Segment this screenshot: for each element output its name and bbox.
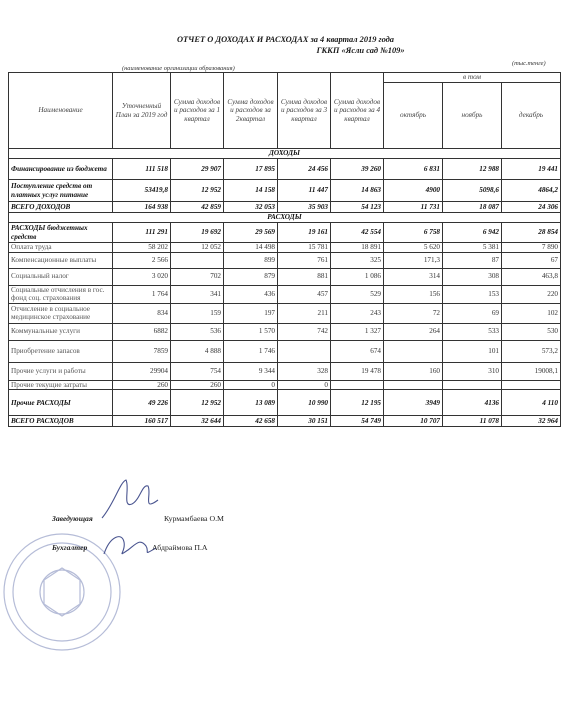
col-header-including: в том bbox=[384, 73, 561, 83]
cell-dec: 19 441 bbox=[502, 159, 561, 180]
cell-q1: 260 bbox=[171, 380, 224, 390]
cell-oct: 160 bbox=[384, 362, 443, 380]
title-line-2: ГККП «Ясли сад №109» bbox=[316, 46, 405, 55]
cell-oct: 156 bbox=[384, 285, 443, 303]
cell-nov: 533 bbox=[443, 323, 502, 340]
table-row bbox=[9, 243, 561, 253]
cell-plan: 7859 bbox=[113, 340, 171, 362]
row-name: ВСЕГО РАСХОДОВ bbox=[9, 416, 113, 427]
org-name-note: (наименование организации образования) bbox=[122, 65, 235, 72]
row-name: Приобретение запасов bbox=[9, 340, 113, 362]
cell-plan: 53419,8 bbox=[113, 180, 171, 202]
head-signature bbox=[96, 474, 166, 524]
cell-nov: 11 078 bbox=[443, 416, 502, 427]
table-row bbox=[9, 390, 561, 416]
cell-q1: 42 859 bbox=[171, 202, 224, 213]
cell-plan: 1 764 bbox=[113, 285, 171, 303]
cell-q1: 19 692 bbox=[171, 223, 224, 243]
cell-q2: 14 498 bbox=[224, 243, 278, 253]
cell-dec bbox=[502, 380, 561, 390]
cell-dec: 19008,1 bbox=[502, 362, 561, 380]
cell-oct: 6 831 bbox=[384, 159, 443, 180]
cell-oct bbox=[384, 380, 443, 390]
cell-plan: 260 bbox=[113, 380, 171, 390]
cell-q1: 702 bbox=[171, 268, 224, 285]
cell-dec: 220 bbox=[502, 285, 561, 303]
cell-nov: 4136 bbox=[443, 390, 502, 416]
cell-q1: 4 888 bbox=[171, 340, 224, 362]
cell-q1: 12 052 bbox=[171, 243, 224, 253]
col-header-name: Наименование bbox=[9, 73, 113, 149]
table-row bbox=[9, 303, 561, 323]
cell-q2: 879 bbox=[224, 268, 278, 285]
section-expenses-label: РАСХОДЫ bbox=[9, 213, 561, 223]
cell-q4: 1 327 bbox=[331, 323, 384, 340]
section-income bbox=[9, 149, 561, 159]
cell-dec: 4864,2 bbox=[502, 180, 561, 202]
cell-q4: 54 123 bbox=[331, 202, 384, 213]
cell-q4: 674 bbox=[331, 340, 384, 362]
cell-dec: 24 306 bbox=[502, 202, 561, 213]
report-title bbox=[0, 34, 571, 56]
cell-nov bbox=[443, 380, 502, 390]
cell-q1: 536 bbox=[171, 323, 224, 340]
table-row bbox=[9, 252, 561, 268]
cell-plan: 834 bbox=[113, 303, 171, 323]
table-row bbox=[9, 416, 561, 427]
report-table bbox=[8, 72, 561, 427]
cell-nov: 308 bbox=[443, 268, 502, 285]
table-row bbox=[9, 340, 561, 362]
cell-q2: 436 bbox=[224, 285, 278, 303]
cell-q3: 30 151 bbox=[278, 416, 331, 427]
cell-q3: 742 bbox=[278, 323, 331, 340]
cell-q4: 18 891 bbox=[331, 243, 384, 253]
row-name: ВСЕГО ДОХОДОВ bbox=[9, 202, 113, 213]
cell-q2: 9 344 bbox=[224, 362, 278, 380]
cell-plan: 164 938 bbox=[113, 202, 171, 213]
cell-plan: 111 518 bbox=[113, 159, 171, 180]
head-name: Курмамбаева О.М bbox=[164, 514, 224, 523]
row-name: Коммунальные услуги bbox=[9, 323, 113, 340]
cell-nov: 6 942 bbox=[443, 223, 502, 243]
row-name: РАСХОДЫ бюджетных средств bbox=[9, 223, 113, 243]
section-income-label: ДОХОДЫ bbox=[9, 149, 561, 159]
table-row bbox=[9, 362, 561, 380]
cell-oct: 314 bbox=[384, 268, 443, 285]
cell-q2: 1 746 bbox=[224, 340, 278, 362]
cell-q3: 881 bbox=[278, 268, 331, 285]
cell-q4: 42 554 bbox=[331, 223, 384, 243]
section-expenses bbox=[9, 213, 561, 223]
cell-q1: 12 952 bbox=[171, 390, 224, 416]
cell-q1: 12 952 bbox=[171, 180, 224, 202]
row-name: Прочие РАСХОДЫ bbox=[9, 390, 113, 416]
cell-nov: 5098,6 bbox=[443, 180, 502, 202]
cell-oct bbox=[384, 340, 443, 362]
accountant-name: Абдраймова П.А bbox=[152, 543, 208, 552]
cell-q3: 0 bbox=[278, 380, 331, 390]
cell-nov: 12 988 bbox=[443, 159, 502, 180]
table-row bbox=[9, 323, 561, 340]
cell-dec: 32 964 bbox=[502, 416, 561, 427]
cell-q1: 341 bbox=[171, 285, 224, 303]
cell-nov: 69 bbox=[443, 303, 502, 323]
row-name: Финансирование из бюджета bbox=[9, 159, 113, 180]
cell-q4: 529 bbox=[331, 285, 384, 303]
cell-oct: 171,3 bbox=[384, 252, 443, 268]
cell-q3: 10 990 bbox=[278, 390, 331, 416]
cell-dec: 573,2 bbox=[502, 340, 561, 362]
cell-nov: 101 bbox=[443, 340, 502, 362]
cell-q2: 0 bbox=[224, 380, 278, 390]
row-name: Отчисление в социальное медицинское страхование bbox=[9, 303, 113, 323]
cell-q3: 457 bbox=[278, 285, 331, 303]
cell-q3: 15 781 bbox=[278, 243, 331, 253]
cell-dec: 4 110 bbox=[502, 390, 561, 416]
row-name: Социальные отчисления в гос. фонд соц. страхования bbox=[9, 285, 113, 303]
cell-q4: 243 bbox=[331, 303, 384, 323]
cell-plan: 111 291 bbox=[113, 223, 171, 243]
cell-q2: 14 158 bbox=[224, 180, 278, 202]
col-header-nov: ноябрь bbox=[443, 83, 502, 149]
cell-nov: 18 087 bbox=[443, 202, 502, 213]
cell-oct: 3949 bbox=[384, 390, 443, 416]
cell-q2: 29 569 bbox=[224, 223, 278, 243]
cell-q3: 11 447 bbox=[278, 180, 331, 202]
row-name: Оплата труда bbox=[9, 243, 113, 253]
cell-q4: 1 086 bbox=[331, 268, 384, 285]
cell-plan: 3 020 bbox=[113, 268, 171, 285]
cell-plan: 29904 bbox=[113, 362, 171, 380]
cell-plan: 160 517 bbox=[113, 416, 171, 427]
cell-dec: 7 890 bbox=[502, 243, 561, 253]
table-row bbox=[9, 202, 561, 213]
table-row bbox=[9, 380, 561, 390]
cell-plan: 49 226 bbox=[113, 390, 171, 416]
title-line-1: ОТЧЕТ О ДОХОДАХ И РАСХОДАХ за 4 квартал 2019 года bbox=[176, 35, 394, 44]
cell-q3: 19 161 bbox=[278, 223, 331, 243]
col-header-q2: Сумма доходов и расходов за 2квартал bbox=[224, 73, 278, 149]
cell-oct: 4900 bbox=[384, 180, 443, 202]
col-header-oct: октябрь bbox=[384, 83, 443, 149]
cell-q3: 761 bbox=[278, 252, 331, 268]
cell-q1: 754 bbox=[171, 362, 224, 380]
cell-q4 bbox=[331, 380, 384, 390]
cell-q4: 325 bbox=[331, 252, 384, 268]
cell-q2: 13 089 bbox=[224, 390, 278, 416]
cell-q2: 32 053 bbox=[224, 202, 278, 213]
report-body bbox=[9, 149, 561, 427]
cell-dec: 28 854 bbox=[502, 223, 561, 243]
cell-q2: 197 bbox=[224, 303, 278, 323]
cell-q4: 54 749 bbox=[331, 416, 384, 427]
col-header-plan: Уточненный План за 2019 год bbox=[113, 73, 171, 149]
cell-q2: 42 658 bbox=[224, 416, 278, 427]
cell-nov: 5 381 bbox=[443, 243, 502, 253]
cell-q1: 32 644 bbox=[171, 416, 224, 427]
table-row bbox=[9, 268, 561, 285]
cell-dec: 102 bbox=[502, 303, 561, 323]
cell-q1: 29 907 bbox=[171, 159, 224, 180]
accountant-signature bbox=[100, 528, 160, 562]
cell-q3: 328 bbox=[278, 362, 331, 380]
cell-q3: 35 903 bbox=[278, 202, 331, 213]
cell-nov: 310 bbox=[443, 362, 502, 380]
cell-q4: 12 195 bbox=[331, 390, 384, 416]
cell-dec: 463,8 bbox=[502, 268, 561, 285]
col-header-q1: Сумма доходов и расходов за 1 квартал bbox=[171, 73, 224, 149]
col-header-dec: декабрь bbox=[502, 83, 561, 149]
head-role-label: Заведующая bbox=[52, 514, 93, 523]
cell-nov: 153 bbox=[443, 285, 502, 303]
table-row bbox=[9, 285, 561, 303]
cell-q4: 14 863 bbox=[331, 180, 384, 202]
cell-q1 bbox=[171, 252, 224, 268]
cell-oct: 72 bbox=[384, 303, 443, 323]
cell-oct: 5 620 bbox=[384, 243, 443, 253]
cell-q1: 159 bbox=[171, 303, 224, 323]
cell-q2: 899 bbox=[224, 252, 278, 268]
table-row bbox=[9, 159, 561, 180]
cell-q2: 1 570 bbox=[224, 323, 278, 340]
cell-oct: 6 758 bbox=[384, 223, 443, 243]
col-header-q3: Сумма доходов и расходов за 3 квартал bbox=[278, 73, 331, 149]
cell-oct: 11 731 bbox=[384, 202, 443, 213]
accountant-role-label: Бухгалтер bbox=[52, 543, 88, 552]
cell-nov: 87 bbox=[443, 252, 502, 268]
row-name: Социальный налог bbox=[9, 268, 113, 285]
row-name: Прочие текущие затраты bbox=[9, 380, 113, 390]
cell-dec: 67 bbox=[502, 252, 561, 268]
row-name: Компенсационные выплаты bbox=[9, 252, 113, 268]
cell-plan: 58 202 bbox=[113, 243, 171, 253]
cell-dec: 530 bbox=[502, 323, 561, 340]
cell-oct: 264 bbox=[384, 323, 443, 340]
cell-q3: 24 456 bbox=[278, 159, 331, 180]
table-row bbox=[9, 223, 561, 243]
cell-plan: 2 566 bbox=[113, 252, 171, 268]
row-name: Прочие услуги и работы bbox=[9, 362, 113, 380]
cell-q4: 39 260 bbox=[331, 159, 384, 180]
row-name: Поступление средств от платных услуг питание bbox=[9, 180, 113, 202]
cell-q4: 19 478 bbox=[331, 362, 384, 380]
col-header-q4: Сумма доходов и расходов за 4 квартал bbox=[331, 73, 384, 149]
cell-q2: 17 895 bbox=[224, 159, 278, 180]
cell-plan: 6882 bbox=[113, 323, 171, 340]
cell-oct: 10 707 bbox=[384, 416, 443, 427]
table-row bbox=[9, 180, 561, 202]
cell-q3 bbox=[278, 340, 331, 362]
unit-note: (тыс.тенге) bbox=[512, 60, 546, 67]
cell-q3: 211 bbox=[278, 303, 331, 323]
